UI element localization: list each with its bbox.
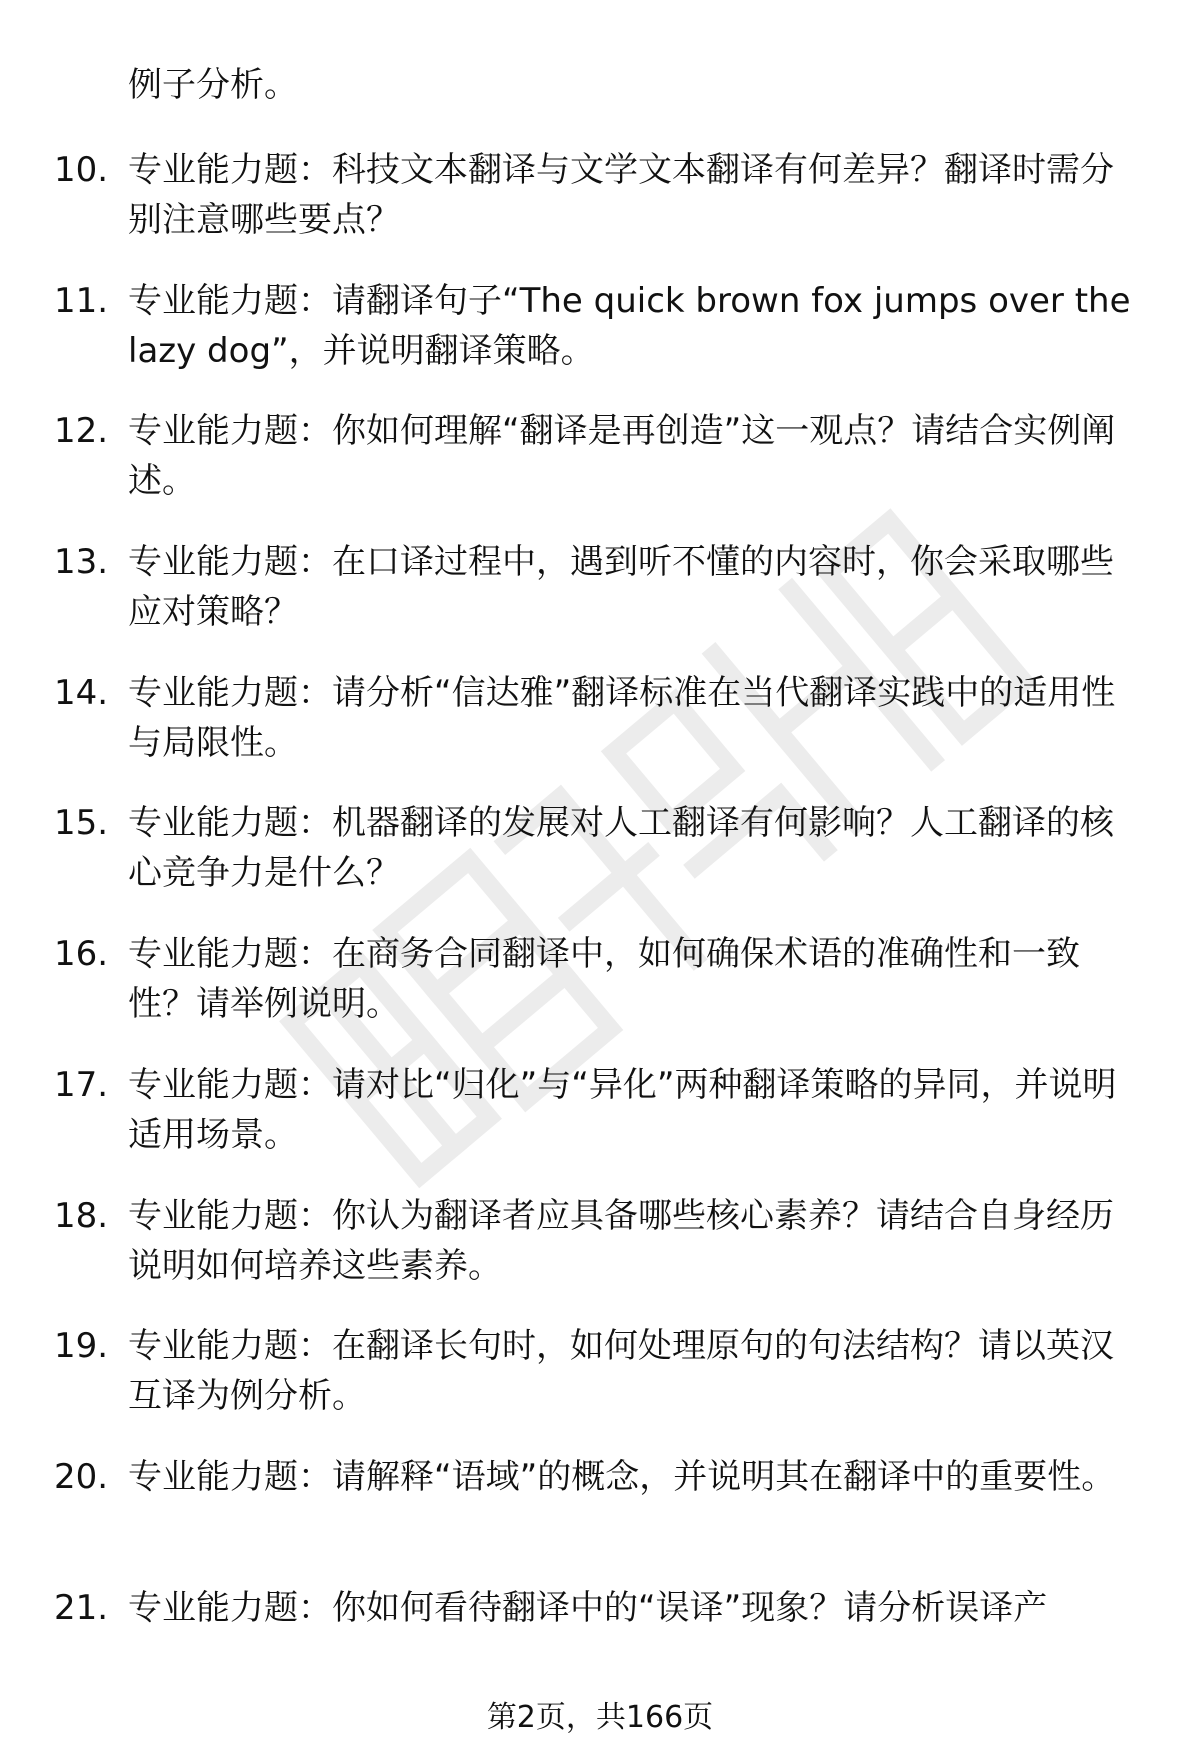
question-item [0,929,1200,1060]
question-text: 专业能力题：请翻译句子“The quick brown fox jumps over the lazy dog”，并说明翻译策略。 [128,280,1131,371]
page-footer: 第2页，共166页 [486,1700,714,1735]
question-text: 专业能力题：请分析“信达雅”翻译标准在当代翻译实践中的适用性与局限性。 [128,672,1116,763]
question-number: 13. [54,542,109,583]
question-text: 专业能力题：请解释“语域”的概念，并说明其在翻译中的重要性。 [128,1456,1116,1497]
question-item [0,668,1200,799]
question-number: 12. [54,411,109,452]
question-number: 11. [54,280,109,321]
question-item [0,1060,1200,1191]
question-item [0,798,1200,929]
question-item [0,537,1200,668]
question-text: 专业能力题：在口译过程中，遇到听不懂的内容时，你会采取哪些应对策略？ [128,542,1114,633]
question-number: 21. [54,1587,109,1628]
question-item [0,1191,1200,1322]
question-number: 20. [54,1456,109,1497]
question-item [0,145,1200,276]
continuation-text: 例子分析。 [128,65,298,105]
question-text: 专业能力题：在商务合同翻译中，如何确保术语的准确性和一致性？请举例说明。 [128,934,1080,1025]
question-number: 16. [54,934,109,975]
question-text: 专业能力题：在翻译长句时，如何处理原句的句法结构？请以英汉互译为例分析。 [128,1326,1114,1417]
question-number: 15. [54,803,109,844]
question-item [0,1321,1200,1452]
question-number: 14. [54,672,109,713]
question-text: 专业能力题：请对比“归化”与“异化”两种翻译策略的异同，并说明适用场景。 [128,1064,1117,1155]
question-text: 专业能力题：机器翻译的发展对人工翻译有何影响？人工翻译的核心竞争力是什么？ [128,803,1114,894]
question-item [0,1583,1200,1714]
question-number: 10. [54,150,109,190]
question-item [0,276,1200,407]
question-item [0,406,1200,537]
question-text: 专业能力题：科技文本翻译与文学文本翻译有何差异？翻译时需分别注意哪些要点？ [128,150,1114,240]
question-list [0,145,1200,1713]
question-text: 专业能力题：你如何理解“翻译是再创造”这一观点？请结合实例阐述。 [128,411,1116,502]
question-item [0,1452,1200,1583]
question-text: 专业能力题：你如何看待翻译中的“误译”现象？请分析误译产 [128,1587,1048,1628]
question-number: 17. [54,1064,109,1105]
question-number: 18. [54,1195,109,1236]
question-text: 专业能力题：你认为翻译者应具备哪些核心素养？请结合自身经历说明如何培养这些素养。 [128,1195,1114,1286]
question-number: 19. [54,1326,109,1367]
